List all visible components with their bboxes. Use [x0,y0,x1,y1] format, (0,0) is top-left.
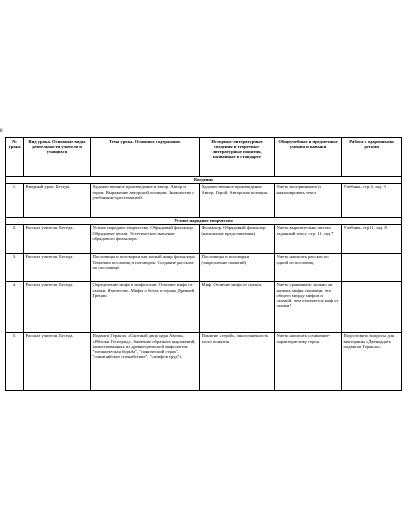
cell-topic: Подвиги Геракла. «Скотный двор царя Авгия», «Яблоки Гесперид». Значение образных выражений, заимствованных из древнегреческой мифологии: "титаническая борьба", "панический страх", "олимпийское спокойствие", "сизифов труд"). [91,332,200,390]
cell-skills: Уметь написать сочинение-характеристику героя. [275,332,342,390]
cell-gifted: Учебник, стр11, зад. 8 [342,224,402,253]
cell-theory: Миф. Отличие мифа от сказки. [200,281,275,332]
cell-gifted: Учебник, стр.3, зад. 3 [342,183,402,217]
cell-gifted [342,253,402,281]
cell-theory: Фольклор. Обрядовый фольклор (начальные представления). [200,224,275,253]
cell-number: 5. [6,332,24,390]
cell-kind: Рассказ учителя. Беседа. [24,253,91,281]
header-gifted-work: Работа с одаренными детьми [342,138,402,177]
table-header-row [6,138,402,177]
cell-topic: Художественное произведение и автор. Автор и герои. Выражение авторской позиции. Знакомство с учебником-хрестоматией. [91,183,200,217]
cell-topic: Определение мифа и мифологии. Отличие мифа от сказки. Язычество. Мифы о богах и героях Древней Греции. [91,281,200,332]
cell-kind: Рассказ учителя. Беседа. [24,281,91,332]
cell-topic: Пословицы и поговорки как малый жанр фольклора. Тематика пословиц и поговорок. Создание рассказа по пословице. [91,253,200,281]
header-lesson-topic: Тема урока. Основное содержание. [91,138,200,177]
table-row [6,281,402,332]
section-row-folklore [6,217,402,224]
header-skills: Общеучебные и предметные умения и навыки [275,138,342,177]
cell-gifted: Подготовить вопросы для викторины «Двенадцать подвигов Геракла». [342,332,402,390]
table-row [6,253,402,281]
header-literary-theory: Историко-литературные сведения и теоретико-литературные понятия, названные в стандарте [200,138,275,177]
cell-topic: Устное народное творчество. Обрядовый фольклор. Обрядовые песни. Эстетическое значение обрядового фольклора. [91,224,200,253]
section-title: Устное народное творчество [6,217,402,224]
cell-theory: Пословицы и поговорки (закрепление понятий) [200,253,275,281]
page-marker: 8 [0,129,3,134]
cell-skills: Уметь сравнивать: можно ли назвать мифы сказками, что общего между мифом и сказкой, чем отличается миф от сказки? [275,281,342,332]
cell-skills: Уметь выразительно читать заданный текст, стр. 11, зад.7 [275,224,342,253]
section-title: Введение [6,176,402,183]
lesson-plan-table [5,137,402,391]
cell-number: 4. [6,281,24,332]
cell-skills: Уметь написать рассказ по одной из пословиц. [275,253,342,281]
table-row [6,183,402,217]
section-row-intro [6,176,402,183]
header-lesson-kind: Вид урока. Основные виды деятельности учителя и учащихся [24,138,91,177]
cell-kind: Вводный урок. Беседа. [24,183,91,217]
table-row [6,224,402,253]
cell-theory: Художественное произведение. Автор. Герой. Авторская позиция. [200,183,275,217]
cell-number: 3. [6,253,24,281]
cell-number: 2. [6,224,24,253]
cell-skills: Уметь воспринимать и анализировать текст. [275,183,342,217]
cell-gifted [342,281,402,332]
table-row [6,332,402,390]
cell-kind: Рассказ учителя. Беседа. [24,332,91,390]
cell-theory: Понятие «герой», многозначность этого понятия. [200,332,275,390]
cell-number: 1. [6,183,24,217]
cell-kind: Рассказ учителя. Беседа. [24,224,91,253]
header-lesson-number: № урока [6,138,24,177]
